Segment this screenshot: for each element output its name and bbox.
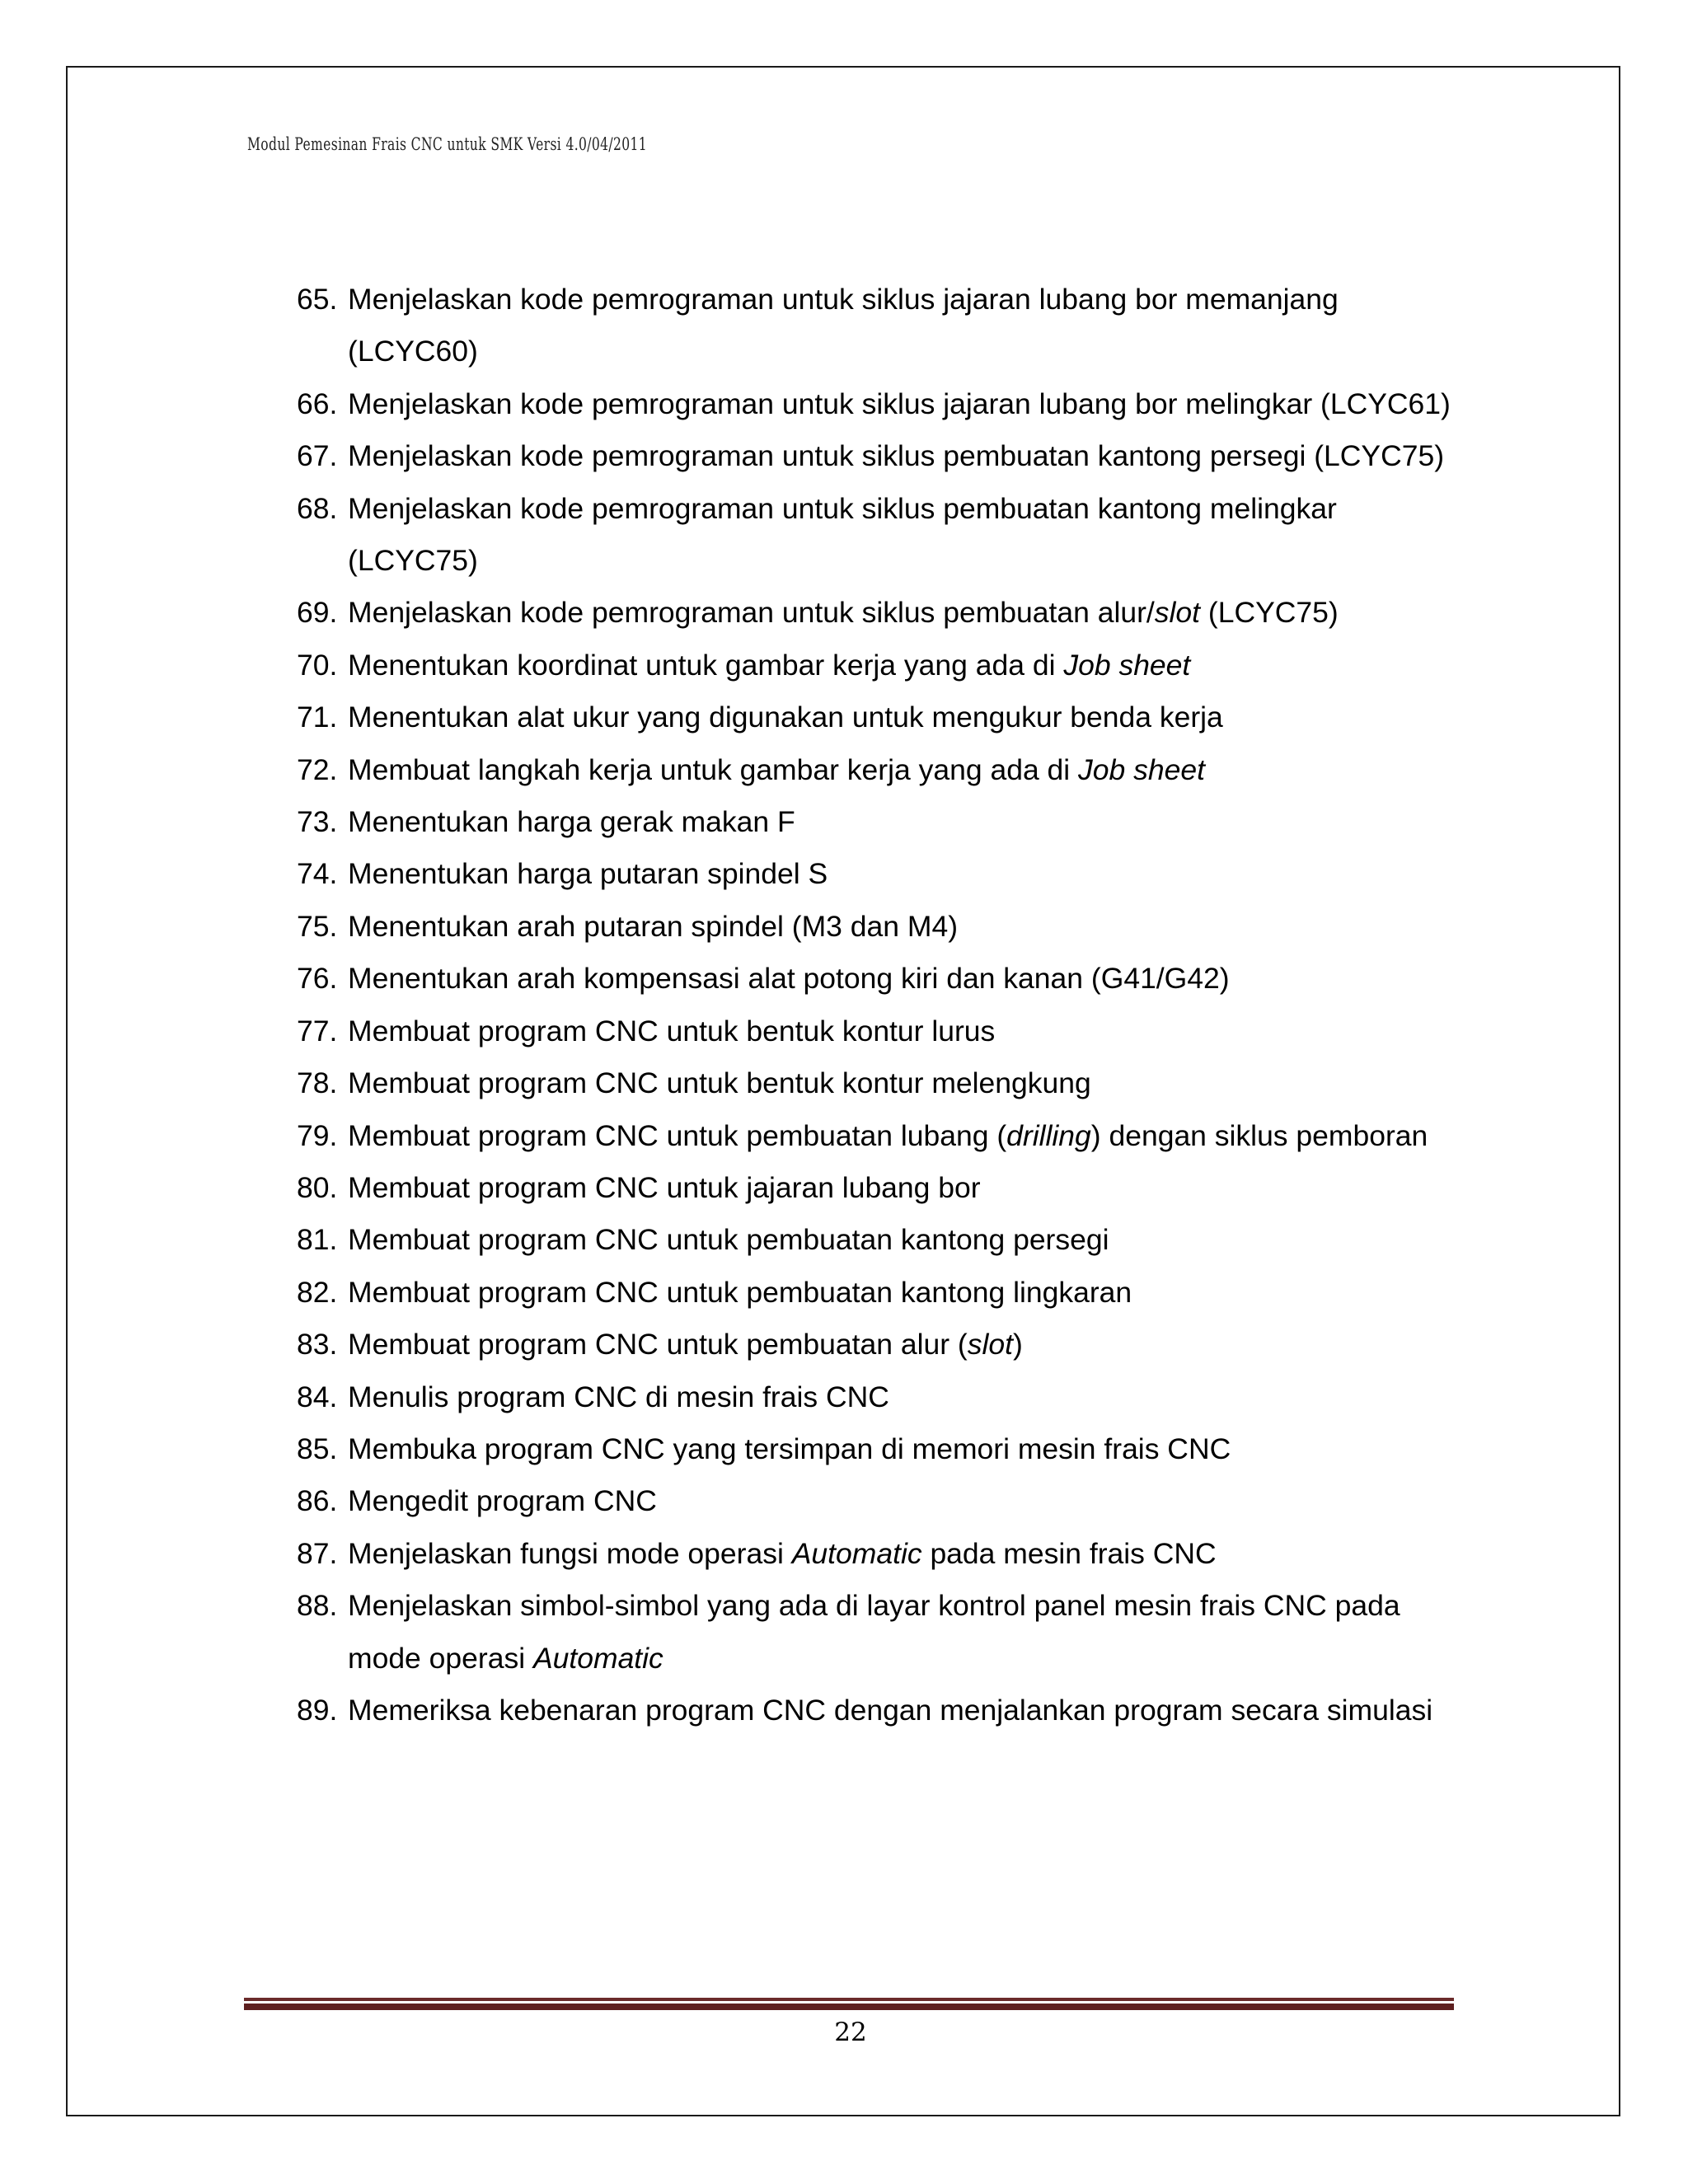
objective-text: ) dengan siklus pemboran xyxy=(1090,1118,1428,1152)
objective-text: Membuka program CNC yang tersimpan di memori mesin frais CNC xyxy=(348,1432,1231,1465)
objective-text: Menulis program CNC di mesin frais CNC xyxy=(348,1380,889,1413)
objective-number: 83. xyxy=(297,1328,338,1361)
objective-item xyxy=(293,1580,1464,1685)
objective-text-italic: Job sheet xyxy=(1063,648,1191,682)
objective-text: Memeriksa kebenaran program CNC dengan menjalankan program secara simulasi xyxy=(348,1693,1433,1727)
objective-number: 73. xyxy=(297,805,338,839)
objective-number: 71. xyxy=(297,701,338,734)
objective-text-italic: drilling xyxy=(1006,1118,1091,1152)
objective-number: 78. xyxy=(297,1066,338,1100)
objective-item xyxy=(293,1319,1464,1371)
objective-item xyxy=(293,1475,1464,1527)
objective-text: Menjelaskan kode pemrograman untuk siklus pembuatan alur/ xyxy=(348,596,1155,630)
objective-text: Menjelaskan kode pemrograman untuk siklus pembuatan kantong persegi (LCYC75) xyxy=(348,439,1445,473)
objective-text: Menentukan arah kompensasi alat potong kiri dan kanan (G41/G42) xyxy=(348,962,1230,996)
objective-number: 74. xyxy=(297,857,338,891)
objective-item xyxy=(293,483,1464,588)
objective-number: 66. xyxy=(297,387,338,420)
objective-number: 84. xyxy=(297,1380,338,1413)
objective-text: Menjelaskan kode pemrograman untuk siklus pembuatan kantong melingkar (LCYC75) xyxy=(348,491,1337,578)
objective-text: Menjelaskan simbol-simbol yang ada di layar kontrol panel mesin frais CNC pada mode operasi xyxy=(348,1589,1400,1675)
objective-text-italic: Job sheet xyxy=(1078,752,1205,786)
objective-item xyxy=(293,1110,1464,1162)
objective-number: 75. xyxy=(297,909,338,943)
objective-text: Membuat program CNC untuk pembuatan kantong lingkaran xyxy=(348,1275,1132,1309)
objective-number: 72. xyxy=(297,752,338,786)
objective-text: Membuat program CNC untuk bentuk kontur melengkung xyxy=(348,1066,1091,1100)
objective-text: (LCYC75) xyxy=(1200,596,1339,630)
objective-text: Menjelaskan kode pemrograman untuk siklus jajaran lubang bor memanjang (LCYC60) xyxy=(348,283,1339,368)
objective-item xyxy=(293,901,1464,953)
footer-rule-thin xyxy=(244,1998,1454,2001)
objective-text: Menentukan koordinat untuk gambar kerja yang ada di xyxy=(348,648,1064,682)
objective-item xyxy=(293,1005,1464,1057)
objective-item xyxy=(293,1685,1464,1736)
objective-item xyxy=(293,1214,1464,1266)
objective-number: 76. xyxy=(297,962,338,996)
objective-item xyxy=(293,1162,1464,1214)
objective-number: 81. xyxy=(297,1223,338,1257)
objective-text-italic: Automatic xyxy=(791,1536,922,1570)
objective-item xyxy=(293,587,1464,639)
objective-item xyxy=(293,1267,1464,1319)
objective-number: 85. xyxy=(297,1432,338,1465)
objective-text: Membuat program CNC untuk pembuatan kantong persegi xyxy=(348,1223,1109,1257)
objective-item xyxy=(293,640,1464,691)
objective-item xyxy=(293,1057,1464,1109)
page-number: 22 xyxy=(834,2018,867,2047)
objective-number: 77. xyxy=(297,1014,338,1047)
objective-text: Mengedit program CNC xyxy=(348,1484,657,1518)
objective-text: Menentukan harga gerak makan F xyxy=(348,805,795,839)
objective-number: 87. xyxy=(297,1536,338,1570)
objective-text: ) xyxy=(1013,1328,1023,1361)
objective-text: pada mesin frais CNC xyxy=(921,1536,1217,1570)
objective-text: Membuat program CNC untuk jajaran lubang bor xyxy=(348,1170,981,1204)
objective-text-italic: slot xyxy=(1154,596,1201,630)
objective-text-italic: slot xyxy=(967,1328,1014,1361)
objective-number: 69. xyxy=(297,596,338,630)
objective-number: 88. xyxy=(297,1589,338,1623)
objective-number: 70. xyxy=(297,648,338,682)
objective-item xyxy=(293,953,1464,1005)
objective-text: Membuat program CNC untuk pembuatan lubang ( xyxy=(348,1118,1007,1152)
objective-item xyxy=(293,1371,1464,1423)
objective-text-italic: Automatic xyxy=(532,1641,663,1675)
objective-text: Membuat langkah kerja untuk gambar kerja yang ada di xyxy=(348,752,1079,786)
objective-number: 65. xyxy=(297,283,338,316)
objective-item xyxy=(293,1528,1464,1580)
objective-number: 86. xyxy=(297,1484,338,1518)
objective-text: Menjelaskan fungsi mode operasi xyxy=(348,1536,792,1570)
objective-text: Menentukan alat ukur yang digunakan untuk mengukur benda kerja xyxy=(348,701,1223,734)
footer-rule-thick xyxy=(244,2004,1454,2010)
objective-text: Menjelaskan kode pemrograman untuk siklus jajaran lubang bor melingkar (LCYC61) xyxy=(348,387,1451,420)
running-header: Modul Pemesinan Frais CNC untuk SMK Versi 4.0/04/2011 xyxy=(247,134,648,154)
objective-item xyxy=(293,430,1464,482)
objective-item xyxy=(293,744,1464,796)
objective-item xyxy=(293,796,1464,848)
objective-item xyxy=(293,691,1464,743)
learning-objectives-list xyxy=(293,274,1464,1736)
objective-text: Membuat program CNC untuk pembuatan alur ( xyxy=(348,1328,968,1361)
objective-number: 67. xyxy=(297,439,338,473)
objective-number: 89. xyxy=(297,1693,338,1727)
objective-item xyxy=(293,848,1464,900)
objective-number: 68. xyxy=(297,491,338,525)
objective-number: 80. xyxy=(297,1170,338,1204)
objective-item xyxy=(293,274,1464,378)
objective-number: 79. xyxy=(297,1118,338,1152)
objective-item xyxy=(293,378,1464,430)
objective-text: Menentukan arah putaran spindel (M3 dan M4) xyxy=(348,909,959,943)
objective-text: Membuat program CNC untuk bentuk kontur lurus xyxy=(348,1014,996,1047)
objective-item xyxy=(293,1423,1464,1475)
objective-text: Menentukan harga putaran spindel S xyxy=(348,857,828,891)
objective-number: 82. xyxy=(297,1275,338,1309)
